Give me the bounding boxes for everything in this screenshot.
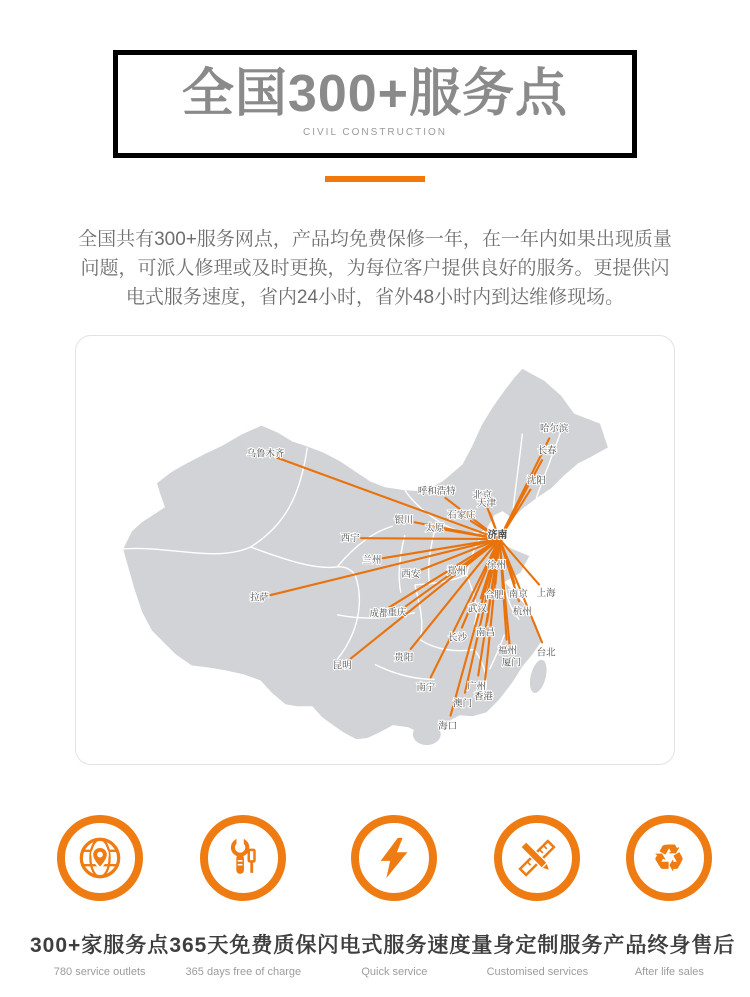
map-city-label: 合肥: [484, 589, 504, 601]
feature-title: 闪电式服务速度: [317, 934, 472, 957]
map-city-label: 乌鲁木齐: [246, 448, 285, 460]
feature-item: [169, 815, 317, 978]
ruler-pencil-icon: [514, 835, 560, 881]
map-city-label: 徐州: [486, 559, 506, 571]
map-city-label: 南京: [508, 588, 528, 600]
map-city-label: 武汉: [468, 603, 487, 615]
china-map-svg: [76, 336, 674, 764]
svg-text:♻: ♻: [653, 836, 686, 880]
map-city-label: 广州: [467, 681, 486, 693]
map-city-label: 太原: [425, 523, 445, 535]
feature-item: [471, 815, 603, 978]
intro-line: 问题，可派人修理或及时更换，为每位客户提供良好的服务。更提供闪: [80, 258, 670, 279]
feature-subtitle: After life sales: [634, 966, 704, 978]
map-city-label: 西安: [401, 568, 421, 580]
map-hub-label: 济南: [487, 530, 508, 542]
map-line: [361, 538, 499, 539]
map-city-label: 天津: [477, 498, 496, 510]
banner-subtitle: CIVIL CONSTRUCTION: [303, 127, 447, 138]
map-city-label: 西宁: [340, 533, 360, 545]
wrench-icon: [220, 835, 266, 881]
feature-title: 量身定制服务: [471, 934, 604, 957]
map-city-label: 长春: [537, 445, 557, 457]
feature-subtitle: Quick service: [361, 966, 428, 978]
map-city-label: 郑州: [447, 565, 467, 577]
feature-item: [317, 815, 471, 978]
map-city-label: 台北: [536, 647, 556, 659]
map-city-label: 昆明: [332, 660, 352, 672]
map-city-label: 南昌: [476, 627, 495, 639]
feature-item: [603, 815, 735, 978]
feature-subtitle: 365 days free of charge: [185, 966, 302, 978]
feature-ring: [57, 815, 143, 901]
service-map-card: [75, 335, 675, 765]
map-city-label: 上海: [536, 587, 556, 599]
intro-line: 全国共有300+服务网点，产品均免费保修一年，在一年内如果出现质量: [78, 229, 672, 250]
lightning-icon: [371, 835, 417, 881]
map-city-label: 南宁: [416, 682, 436, 694]
map-city-label: 长沙: [448, 632, 468, 644]
feature-title: 300+家服务点: [30, 934, 170, 957]
map-city-label: 贵阳: [394, 652, 414, 664]
intro-line: 电式服务速度，省内24小时，省外48小时内到达维修现场。: [125, 287, 625, 308]
feature-title: 365天免费质保: [169, 934, 318, 957]
feature-ring: [200, 815, 286, 901]
feature-ring: [626, 815, 712, 901]
map-city-label: 海口: [438, 721, 458, 733]
map-city-label: 哈尔滨: [539, 423, 569, 435]
feature-ring: [351, 815, 437, 901]
feature-title: 产品终身售后: [603, 934, 736, 957]
banner: [113, 50, 637, 158]
recycle-icon: [646, 835, 692, 881]
map-city-label: 香港: [474, 691, 493, 703]
map-city-label: 兰州: [362, 554, 382, 566]
feature-subtitle: Customised services: [486, 966, 589, 978]
banner-title: 全国300+服务点: [181, 65, 569, 123]
feature-ring: [494, 815, 580, 901]
map-city-label: 银川: [394, 515, 414, 527]
map-city-label: 石家庄: [447, 510, 476, 522]
map-city-label: 成都: [369, 608, 389, 620]
map-city-label: 厦门: [501, 657, 521, 669]
map-city-label: 拉萨: [250, 592, 269, 604]
map-city-label: 澳门: [453, 698, 473, 710]
map-city-label: 呼和浩特: [417, 486, 456, 498]
map-city-label: 沈阳: [526, 475, 546, 487]
map-city-label: 杭州: [512, 606, 532, 618]
accent-divider: [325, 176, 425, 182]
globe-pin-icon: [77, 835, 123, 881]
features-row: [30, 815, 736, 978]
map-city-label: 重庆: [387, 607, 407, 619]
feature-item: [30, 815, 169, 978]
map-city-label: 北京: [473, 490, 492, 502]
map-city-label: 福州: [497, 645, 517, 657]
feature-subtitle: 780 service outlets: [53, 966, 146, 978]
intro-paragraph: [0, 225, 750, 312]
